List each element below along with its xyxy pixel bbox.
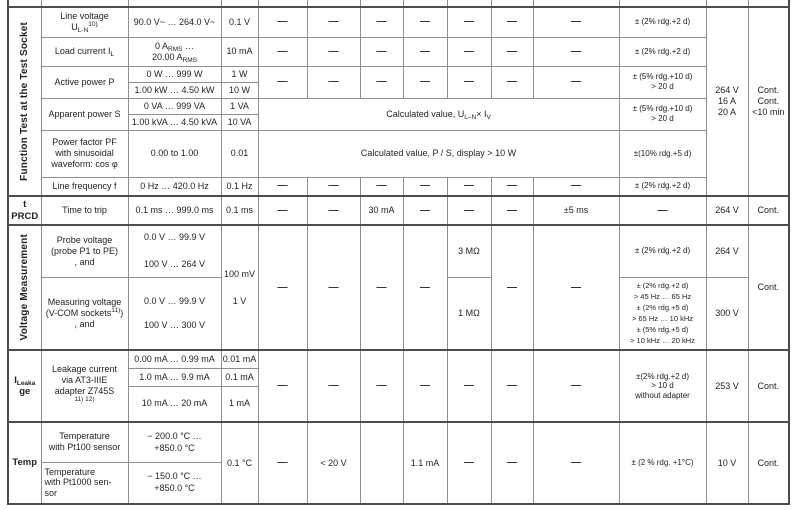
- cell-active-power-accuracy: [619, 66, 706, 98]
- cell-dash: —: [447, 66, 491, 98]
- cell-dash: —: [403, 225, 447, 350]
- cut-cell: [128, 0, 221, 7]
- cell-load-current-range: [128, 37, 221, 66]
- param-line: with sinusoidal: [55, 148, 114, 159]
- cell-active-power-res1: 1 W: [221, 66, 258, 82]
- cell-dash: —: [533, 350, 619, 422]
- resolution-line: 1 V: [232, 295, 247, 306]
- cell-dash: —: [403, 66, 447, 98]
- row-leakage-1: [8, 350, 789, 368]
- cell-dash: —: [447, 350, 491, 422]
- cut-cell: [748, 0, 789, 7]
- cell-probe-voltage-name: [41, 225, 128, 277]
- cell-temp-empty: [360, 422, 403, 504]
- cell-dash: —: [533, 7, 619, 37]
- cell-dash: —: [258, 225, 307, 350]
- cut-cell: [706, 0, 748, 7]
- cell-prcd-tolerance: ±5 ms: [533, 196, 619, 225]
- row-temp-pt100: [8, 422, 789, 462]
- cell-load-current-name: Load current $I_L$: [41, 37, 128, 66]
- cell-dash: —: [491, 177, 533, 196]
- cell-dash: —: [360, 177, 403, 196]
- cell-prcd-name: Time to trip: [41, 196, 128, 225]
- section-label-function-test: [8, 7, 41, 196]
- accuracy-line: ± (5% rdg.+10 d): [632, 104, 693, 114]
- section-label-text: Function Test at the Test Socket: [18, 22, 30, 181]
- section-label-temp: Temp: [8, 422, 41, 504]
- resolution-line: 100 mV: [223, 268, 256, 279]
- duration-line: <10 min: [752, 106, 785, 117]
- section-label-text: t: [23, 199, 27, 211]
- accuracy-line: > 10 kHz … 20 kHz: [630, 336, 695, 346]
- cell-prcd-res: 0.1 ms: [221, 196, 258, 225]
- cut-cell: [403, 0, 447, 7]
- param-line: adapter Z745S: [54, 386, 115, 396]
- cell-line-frequency-range: 0 Hz … 420.0 Hz: [128, 177, 221, 196]
- cell-dash: —: [533, 225, 619, 350]
- cell-leakage-duration: Cont.: [748, 350, 789, 422]
- cell-active-power-range1: 0 W … 999 W: [128, 66, 221, 82]
- cell-apparent-power-calculated: Calculated value, $U_{L-N}\times I_V$: [258, 98, 619, 130]
- cell-dash: —: [307, 350, 360, 422]
- section-label-voltage-measurement: [8, 225, 41, 350]
- cell-power-factor-res: 0.01: [221, 130, 258, 177]
- cell-leakage-res2: 0.1 mA: [221, 368, 258, 386]
- cell-probe-voltage-range: [128, 225, 221, 277]
- cell-dash: —: [491, 350, 533, 422]
- cut-cell: [258, 0, 307, 7]
- voltage-line: 20 A: [717, 106, 737, 117]
- voltage-line: 16 A: [717, 96, 737, 107]
- cell-apparent-power-accuracy: [619, 98, 706, 130]
- cell-dash: —: [307, 37, 360, 66]
- section-label-text: Voltage Measurement: [18, 234, 30, 341]
- cell-apparent-power-range1: 0 VA … 999 VA: [128, 98, 221, 114]
- cell-pt1000-name: [41, 462, 128, 504]
- cell-dash: —: [307, 66, 360, 98]
- cell-temp-test-voltage: 10 V: [706, 422, 748, 504]
- cell-dash: —: [307, 7, 360, 37]
- accuracy-line: > 20 d: [651, 82, 674, 91]
- cell-dash: —: [360, 37, 403, 66]
- cell-voltage-measurement-duration: Cont.: [748, 225, 789, 350]
- cell-line-voltage-res: 0.1 V: [221, 7, 258, 37]
- cell-pt100-range: [128, 422, 221, 462]
- cell-temp-current: 1.1 mA: [403, 422, 447, 504]
- param-line: Leakage current: [51, 364, 118, 375]
- cell-leakage-accuracy: [619, 350, 706, 422]
- cell-line-voltage-range: 90.0 V~ … 264.0 V~: [128, 7, 221, 37]
- cell-measuring-voltage-impedance: 1 MΩ: [447, 277, 491, 350]
- cell-dash: —: [533, 37, 619, 66]
- cell-dash: —: [258, 350, 307, 422]
- range-line: − 150.0 °C …: [147, 471, 202, 482]
- cell-dash: —: [491, 66, 533, 98]
- range-line: +850.0 °C: [154, 483, 195, 494]
- accuracy-line: > 65 Hz … 10 kHz: [631, 314, 694, 324]
- cell-apparent-power-name: Apparent power S: [41, 98, 128, 130]
- cell-dash: —: [533, 66, 619, 98]
- range-line: 100 V … 300 V: [143, 319, 206, 330]
- param-line: Probe voltage: [56, 235, 113, 246]
- param-line: , and: [74, 256, 95, 267]
- cell-function-duration: [748, 7, 789, 196]
- cut-cell: [8, 0, 41, 7]
- cell-line-frequency-accuracy: ± (2% rdg.+2 d): [619, 177, 706, 196]
- cell-prcd-duration: Cont.: [748, 196, 789, 225]
- range-line: +850.0 °C: [154, 442, 195, 453]
- cut-cell: [619, 0, 706, 7]
- section-label-text: PRCD: [11, 210, 39, 222]
- row-apparent-power-1: [8, 98, 789, 114]
- cell-temp-res: 0.1 °C: [221, 422, 258, 504]
- cell-power-factor-range: 0.00 to 1.00: [128, 130, 221, 177]
- accuracy-line: ±(2% rdg.+2 d): [635, 371, 690, 381]
- cut-cell: [447, 0, 491, 7]
- range-line: − 200.0 °C …: [147, 430, 202, 441]
- cell-active-power-res2: 10 W: [221, 82, 258, 98]
- duration-line: Cont.: [757, 85, 779, 96]
- cut-cell: [307, 0, 360, 7]
- cell-dash: —: [491, 7, 533, 37]
- cell-line-voltage-name: [41, 7, 128, 37]
- row-load-current: [8, 37, 789, 66]
- duration-line: Cont.: [757, 96, 779, 107]
- cell-apparent-power-range2: 1.00 kVA … 4.50 kVA: [128, 114, 221, 130]
- cell-leakage-range3: 10 mA … 20 mA: [128, 386, 221, 422]
- spec-table: [7, 0, 790, 505]
- cell-dash: —: [258, 177, 307, 196]
- param-line: $U_{L-N}^{10)}$: [71, 21, 98, 35]
- cell-measuring-voltage-name: [41, 277, 128, 350]
- cut-cell: [491, 0, 533, 7]
- cell-leakage-range2: 1.0 mA … 9.9 mA: [128, 368, 221, 386]
- accuracy-line: > 10 d: [651, 381, 674, 391]
- row-prcd: [8, 196, 789, 225]
- cell-pt1000-range: [128, 462, 221, 504]
- range-line: 100 V … 264 V: [143, 259, 206, 270]
- cell-probe-voltage-voltage: 264 V: [706, 225, 748, 277]
- row-line-voltage: [8, 7, 789, 37]
- cell-dash: —: [533, 177, 619, 196]
- param-line: Power factor PF: [52, 137, 117, 148]
- section-label-text: ge: [19, 386, 31, 397]
- cell-leakage-range1: 0.00 mA … 0.99 mA: [128, 350, 221, 368]
- cell-dash: —: [403, 177, 447, 196]
- cut-cell: [41, 0, 128, 7]
- cell-leakage-voltage: 253 V: [706, 350, 748, 422]
- row-probe-voltage: [8, 225, 789, 277]
- section-label-prcd: [8, 196, 41, 225]
- param-line: Line voltage: [60, 11, 109, 22]
- cell-dash: —: [447, 7, 491, 37]
- cell-dash: —: [258, 37, 307, 66]
- cell-dash: —: [533, 422, 619, 504]
- cell-dash: —: [491, 196, 533, 225]
- cell-dash: —: [258, 422, 307, 504]
- cell-measuring-voltage-accuracy: [619, 277, 706, 350]
- accuracy-line: ± (5% rdg.+5 d): [636, 325, 689, 335]
- cell-prcd-current: 30 mA: [360, 196, 403, 225]
- cell-dash: —: [360, 225, 403, 350]
- cell-line-frequency-name: Line frequency f: [41, 177, 128, 196]
- cell-temp-duration: Cont.: [748, 422, 789, 504]
- row-active-power-1: [8, 66, 789, 82]
- cell-dash: —: [258, 196, 307, 225]
- cell-dash: —: [307, 196, 360, 225]
- cell-temp-voltage-limit: < 20 V: [307, 422, 360, 504]
- section-label-text: $I_{Leaka}$: [14, 374, 36, 387]
- cell-dash: —: [491, 225, 533, 350]
- param-line: sor: [44, 488, 58, 499]
- range-line: 20.00 $A_{RMS}$: [152, 51, 197, 64]
- cell-dash: —: [447, 422, 491, 504]
- param-line: (V-COM sockets$^{11)}$): [45, 306, 124, 318]
- cell-dash: —: [258, 7, 307, 37]
- cell-dash: —: [491, 422, 533, 504]
- cell-dash: —: [447, 177, 491, 196]
- cell-load-current-accuracy: ± (2% rdg.+2 d): [619, 37, 706, 66]
- accuracy-line: ± (2% rdg.+5 d): [636, 303, 689, 313]
- param-line: waveform: cos φ: [51, 158, 118, 169]
- cell-apparent-power-res2: 10 VA: [221, 114, 258, 130]
- cell-dash: —: [403, 37, 447, 66]
- param-line: with Pt100 sensor: [48, 442, 121, 453]
- cell-measuring-voltage-range: [128, 277, 221, 350]
- cell-leakage-res3: 1 mA: [221, 386, 258, 422]
- cell-line-frequency-res: 0.1 Hz: [221, 177, 258, 196]
- param-line: , and: [74, 318, 95, 329]
- cell-leakage-res1: 0.01 mA: [221, 350, 258, 368]
- cell-load-current-res: 10 mA: [221, 37, 258, 66]
- param-line: Temperature: [44, 466, 96, 477]
- accuracy-line: ± (5% rdg.+10 d): [632, 72, 693, 82]
- cell-dash: —: [360, 350, 403, 422]
- cell-voltage-measurement-res: [221, 225, 258, 350]
- cell-function-voltage: [706, 7, 748, 196]
- cut-cell: [533, 0, 619, 7]
- param-line: (probe P1 to PE): [50, 245, 119, 256]
- cell-power-factor-accuracy: ±(10% rdg.+5 d): [619, 130, 706, 177]
- cell-pt100-name: [41, 422, 128, 462]
- cell-temp-accuracy: ± (2 % rdg. +1°C): [619, 422, 706, 504]
- section-label-leakage: [8, 350, 41, 422]
- cell-active-power-range2: 1.00 kW … 4.50 kW: [128, 82, 221, 98]
- cell-dash: —: [307, 177, 360, 196]
- cell-probe-voltage-impedance: 3 MΩ: [447, 225, 491, 277]
- cell-prcd-range: 0.1 ms … 999.0 ms: [128, 196, 221, 225]
- cell-apparent-power-res1: 1 VA: [221, 98, 258, 114]
- row-power-factor: [8, 130, 789, 177]
- cell-dash: —: [619, 196, 706, 225]
- cell-dash: —: [258, 66, 307, 98]
- cell-measuring-voltage-voltage: 300 V: [706, 277, 748, 350]
- cell-dash: —: [403, 350, 447, 422]
- cell-leakage-name: [41, 350, 128, 422]
- cell-active-power-name: Active power P: [41, 66, 128, 98]
- range-line: 0.0 V … 99.9 V: [143, 295, 206, 306]
- cell-dash: —: [360, 66, 403, 98]
- cell-dash: —: [491, 37, 533, 66]
- param-line: via AT3-IIIE: [61, 375, 108, 386]
- voltage-line: 264 V: [715, 85, 739, 96]
- cell-prcd-voltage: 264 V: [706, 196, 748, 225]
- accuracy-line: > 20 d: [651, 114, 674, 123]
- cell-dash: —: [403, 196, 447, 225]
- cell-dash: —: [307, 225, 360, 350]
- accuracy-line: without adapter: [635, 390, 690, 400]
- cut-cell: [221, 0, 258, 7]
- cell-dash: —: [403, 7, 447, 37]
- cell-dash: —: [447, 196, 491, 225]
- param-line: Temperature: [59, 431, 110, 442]
- row-line-frequency: [8, 177, 789, 196]
- cell-power-factor-calculated: Calculated value, P / S, display > 10 W: [258, 130, 619, 177]
- accuracy-line: ± (2% rdg.+2 d): [636, 281, 689, 291]
- param-line: with Pt1000 sen-: [44, 477, 112, 488]
- cut-cell: [360, 0, 403, 7]
- cell-dash: —: [360, 7, 403, 37]
- cut-row: [8, 0, 789, 7]
- cell-probe-voltage-accuracy: ± (2% rdg.+2 d): [619, 225, 706, 277]
- param-line: 11) 12): [74, 395, 95, 403]
- param-line: Measuring voltage: [47, 297, 122, 308]
- cell-dash: —: [447, 37, 491, 66]
- range-line: 0 $A_{RMS}$ …: [155, 40, 194, 53]
- cell-line-voltage-accuracy: ± (2% rdg.+2 d): [619, 7, 706, 37]
- accuracy-line: > 45 Hz … 65 Hz: [633, 292, 692, 302]
- cell-power-factor-name: [41, 130, 128, 177]
- range-line: 0.0 V … 99.9 V: [143, 232, 206, 243]
